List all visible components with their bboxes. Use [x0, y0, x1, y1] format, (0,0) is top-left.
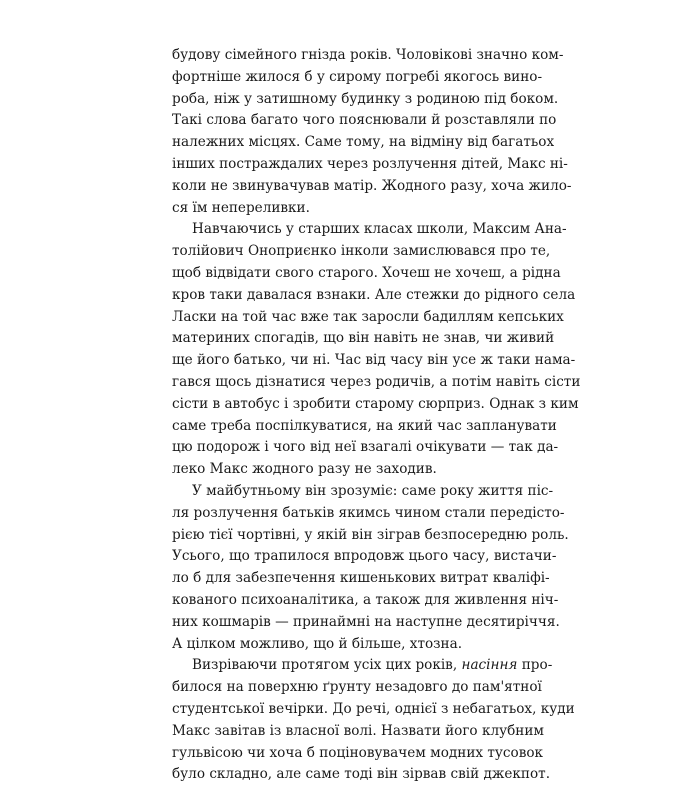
text-line: ся їм непереливки.	[172, 199, 310, 216]
text-line: билося на поверхню ґрунту незадовго до пам'ятної	[172, 679, 542, 696]
text-line: студентської вечірки. До речі, однієї з небагатьох, куди	[172, 700, 575, 717]
text-line: будову сімейного гнізда років. Чоловікові значно ком-	[172, 47, 564, 63]
text-line: фортніше жилося б у сирому погребі якогось вино-	[172, 68, 543, 85]
paragraph-1	[172, 45, 572, 219]
text-line: материних спогадів, що він навіть не знав, чи живий	[172, 330, 555, 347]
text-line: належних місцях. Саме тому, на відміну від багатьох	[172, 134, 555, 151]
paragraph-4	[172, 655, 575, 786]
paragraph-3	[172, 481, 569, 655]
text-line: рією тієї чортівні, у якій він зіграв безпосередню роль.	[172, 526, 569, 543]
italic-word: насіння	[461, 657, 518, 674]
text-line: У майбутньому він зрозуміє: саме року життя піс-	[192, 482, 554, 499]
text-line: кованого психоаналітика, а також для живлення ніч-	[172, 591, 559, 608]
text-line: толійович Оноприєнко інколи замислювався про те,	[172, 243, 551, 260]
text-line: ло б для забезпечення кишенькових витрат кваліфі-	[172, 570, 550, 587]
text-line	[172, 655, 553, 677]
text-line: інших постраждалих через розлучення дітей, Макс ні-	[172, 155, 568, 172]
text-line: Такі слова багато чого пояснювали й розставляли по	[172, 112, 557, 129]
text-line: Ласки на той час вже так заросли бадиллям кепських	[172, 308, 564, 325]
text-line: Усього, що трапилося впродовж цього часу, вистачи-	[172, 548, 557, 565]
text-line: ще його батько, чи ні. Час від часу він усе ж таки нама-	[172, 352, 576, 369]
text-line: кров таки давалася взнаки. Але стежки до рідного села	[172, 286, 576, 303]
text-fragment: Визріваючи протягом усіх цих років,	[192, 657, 462, 674]
body-text	[172, 45, 581, 786]
text-line: Навчаючись у старших класах школи, Максим Ана-	[192, 221, 567, 238]
text-line: коли не звинувачував матір. Жодного разу, хоча жило-	[172, 177, 572, 194]
text-line: леко Макс жодного разу не заходив.	[172, 461, 437, 478]
text-line: А цілком можливо, що й більше, хтозна.	[172, 635, 463, 652]
text-line: гульвісою чи хоча б поціновувачем модних тусовок	[172, 744, 544, 761]
text-line: них кошмарів — принаймні на наступне десятиріччя.	[172, 613, 560, 630]
text-line: гався щось дізнатися через родичів, а потім навіть сісти	[172, 373, 581, 390]
text-line: цю подорож і чого від неї взагалі очікувати — так да-	[172, 439, 559, 456]
paragraph-2	[172, 219, 581, 481]
text-line: саме треба поспілкуватися, на який час запланувати	[172, 417, 557, 434]
text-line: щоб відвідати свого старого. Хочеш не хочеш, а рідна	[172, 264, 561, 281]
text-fragment: про-	[517, 657, 553, 674]
text-line: було складно, але саме тоді він зірвав свій джекпот.	[172, 766, 551, 783]
text-line: сісти в автобус і зробити старому сюрприз. Однак з ким	[172, 395, 579, 412]
text-line: ля розлучення батьків якимсь чином стали передісто-	[172, 504, 565, 521]
text-line: Макс завітав із власної волі. Назвати його клубним	[172, 722, 544, 739]
text-line: роба, ніж у затишному будинку з родиною під боком.	[172, 90, 559, 107]
